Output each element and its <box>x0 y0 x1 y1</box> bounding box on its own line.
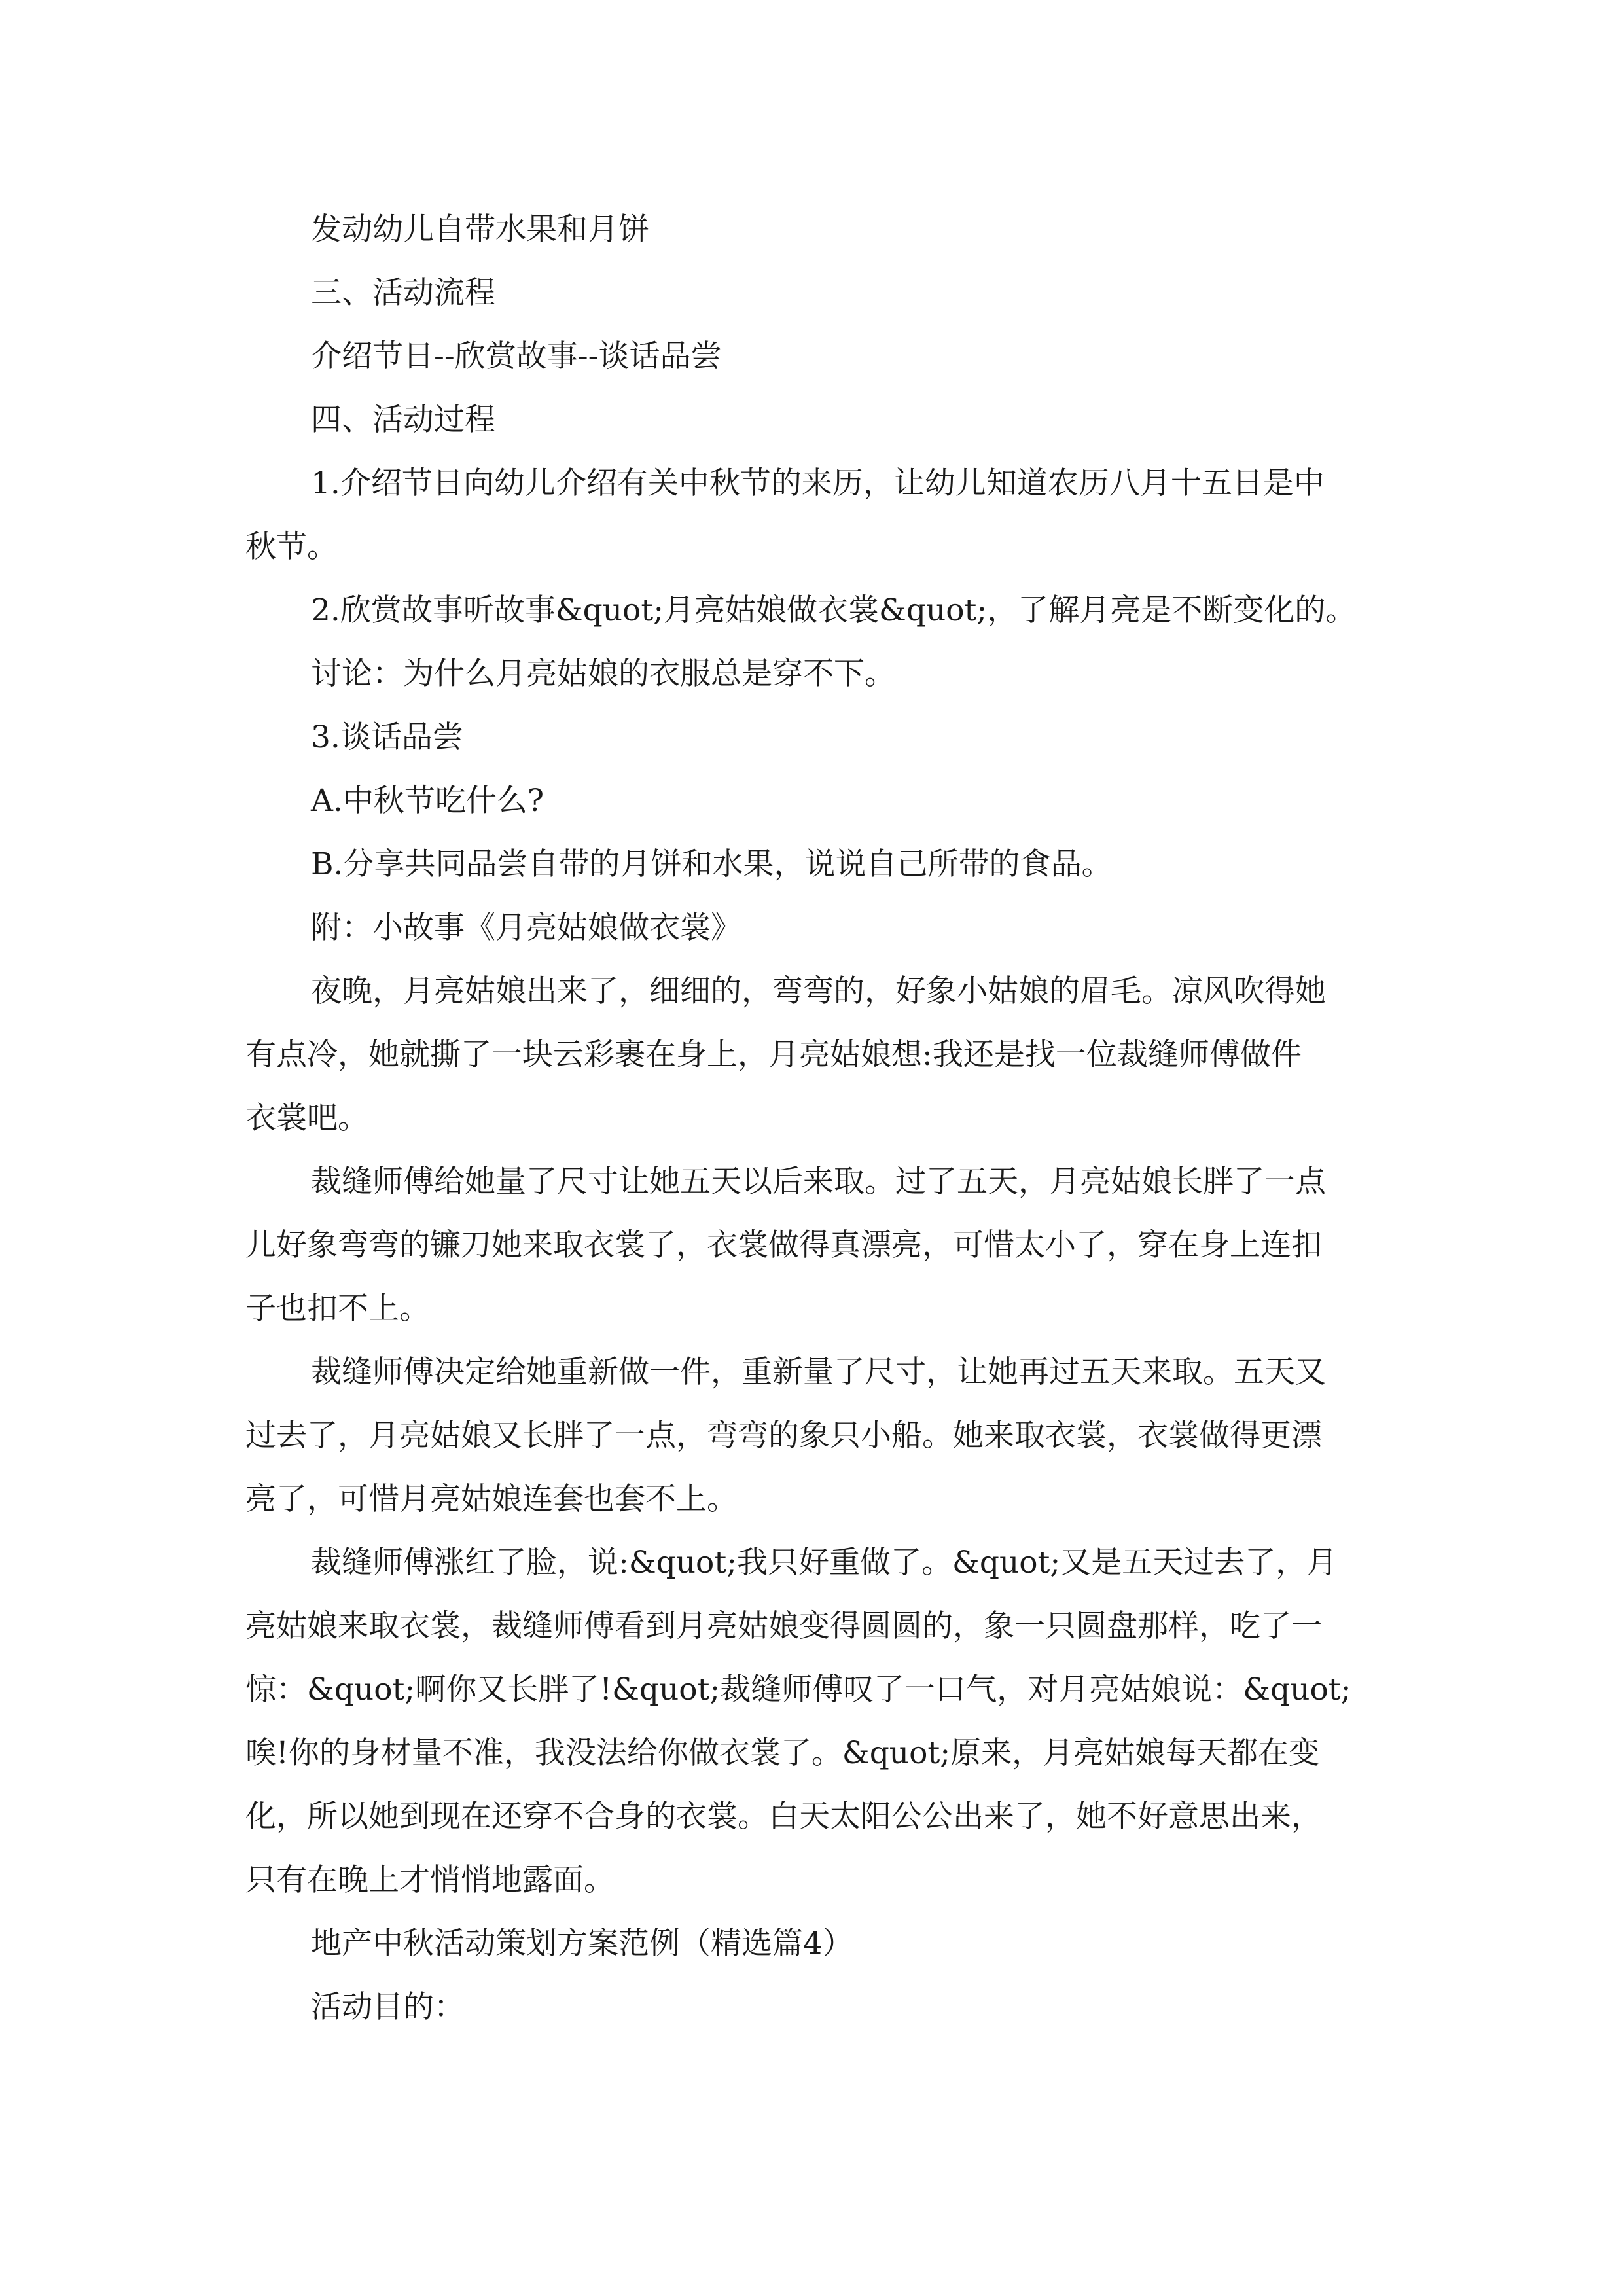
text-line: 裁缝师傅决定给她重新做一件，重新量了尺寸，让她再过五天来取。五天又 <box>311 1354 1326 1390</box>
section-heading: 地产中秋活动策划方案范例（精选篇4） <box>311 1926 853 1962</box>
text-line: 裁缝师傅给她量了尺寸让她五天以后来取。过了五天，月亮姑娘长胖了一点 <box>311 1164 1326 1200</box>
text-line: 发动幼儿自带水果和月饼 <box>311 211 649 247</box>
text-line: 2.欣赏故事听故事&quot;月亮姑娘做衣裳&quot;，了解月亮是不断变化的。 <box>311 592 1357 628</box>
text-line: A.中秋节吃什么? <box>311 783 544 819</box>
text-line: 惊：&quot;啊你又长胖了!&quot;裁缝师傅叹了一口气，对月亮姑娘说：&quot; <box>245 1672 1351 1708</box>
text-line: 儿好象弯弯的镰刀她来取衣裳了，衣裳做得真漂亮，可惜太小了，穿在身上连扣 <box>245 1227 1322 1263</box>
text-line: 有点冷，她就撕了一块云彩裹在身上，月亮姑娘想:我还是找一位裁缝师傅做件 <box>245 1037 1302 1073</box>
text-line: 讨论：为什么月亮姑娘的衣服总是穿不下。 <box>311 656 895 692</box>
text-line: 只有在晚上才悄悄地露面。 <box>245 1862 615 1898</box>
text-line: 衣裳吧。 <box>245 1100 368 1136</box>
text-line: 化，所以她到现在还穿不合身的衣裳。白天太阳公公出来了，她不好意思出来， <box>245 1799 1322 1835</box>
text-line: 亮了，可惜月亮姑娘连套也套不上。 <box>245 1481 738 1517</box>
section-heading: 四、活动过程 <box>311 402 495 438</box>
text-line: 裁缝师傅涨红了脸，说:&quot;我只好重做了。&quot;又是五天过去了，月 <box>311 1545 1338 1581</box>
text-line: 附：小故事《月亮姑娘做衣裳》 <box>311 910 741 946</box>
text-line: 过去了，月亮姑娘又长胖了一点，弯弯的象只小船。她来取衣裳，衣裳做得更漂 <box>245 1418 1322 1454</box>
text-line: 3.谈话品尝 <box>311 719 463 755</box>
text-line: 介绍节日--欣赏故事--谈话品尝 <box>311 338 722 374</box>
text-line: 夜晚，月亮姑娘出来了，细细的，弯弯的，好象小姑娘的眉毛。凉风吹得她 <box>311 973 1326 1009</box>
section-heading: 三、活动流程 <box>311 275 495 311</box>
text-line: 1.介绍节日向幼儿介绍有关中秋节的来历，让幼儿知道农历八月十五日是中 <box>311 465 1325 501</box>
text-line: 活动目的： <box>311 1989 465 2025</box>
text-line: 唉!你的身材量不准，我没法给你做衣裳了。&quot;原来，月亮姑娘每天都在变 <box>245 1735 1320 1771</box>
text-line: B.分享共同品尝自带的月饼和水果，说说自己所带的食品。 <box>311 846 1113 882</box>
text-line: 亮姑娘来取衣裳，裁缝师傅看到月亮姑娘变得圆圆的，象一只圆盘那样，吃了一 <box>245 1608 1322 1644</box>
text-line: 秋节。 <box>245 529 338 565</box>
text-line: 子也扣不上。 <box>245 1291 430 1327</box>
